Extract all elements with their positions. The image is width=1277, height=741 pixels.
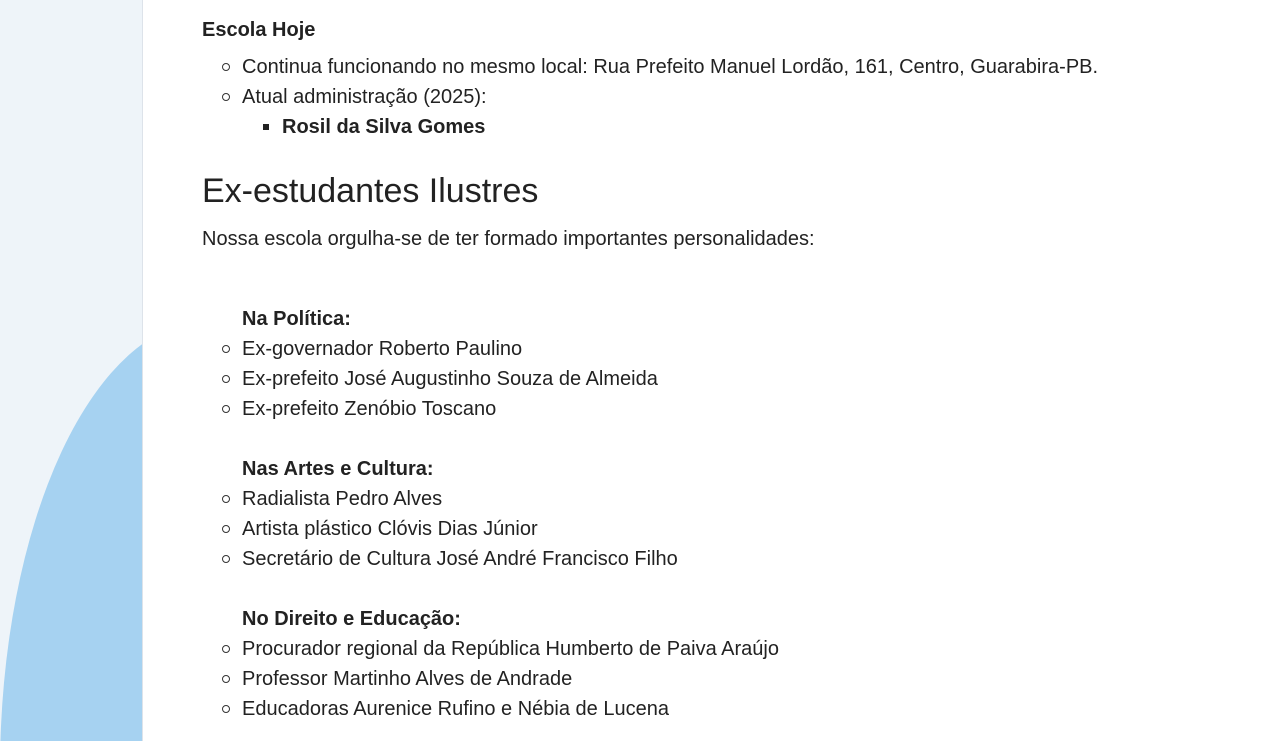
list-item: Radialista Pedro Alves <box>242 488 443 510</box>
admin-name: Rosil da Silva Gomes <box>282 116 486 138</box>
main-content <box>142 0 1277 741</box>
escola-hoje-heading: Escola Hoje <box>202 19 316 41</box>
category-politica-label: Na Política: <box>242 308 351 330</box>
list-item: Educadoras Aurenice Rufino e Nébia de Lucena <box>242 698 669 720</box>
list-item: Ex-prefeito Zenóbio Toscano <box>242 398 497 420</box>
list-item: Continua funcionando no mesmo local: Rua Prefeito Manuel Lordão, 161, Centro, Guarabira-PB. <box>242 56 1099 78</box>
list-item: Secretário de Cultura José André Francisco Filho <box>242 548 678 570</box>
ex-estudantes-intro: Nossa escola orgulha-se de ter formado importantes personalidades: <box>202 228 815 250</box>
list-item: Procurador regional da República Humberto de Paiva Araújo <box>242 638 779 660</box>
decorative-arc <box>0 320 142 741</box>
category-direito-label: No Direito e Educação: <box>242 608 461 630</box>
list-item: Atual administração (2025): <box>242 86 487 108</box>
decorative-background <box>0 0 142 741</box>
list-item: Ex-prefeito José Augustinho Souza de Almeida <box>242 368 658 390</box>
list-item: Artista plástico Clóvis Dias Júnior <box>242 518 538 540</box>
category-artes-label: Nas Artes e Cultura: <box>242 458 434 480</box>
list-item: Ex-governador Roberto Paulino <box>242 338 523 360</box>
list-item: Professor Martinho Alves de Andrade <box>242 668 573 690</box>
ex-estudantes-title: Ex-estudantes Ilustres <box>202 172 539 210</box>
